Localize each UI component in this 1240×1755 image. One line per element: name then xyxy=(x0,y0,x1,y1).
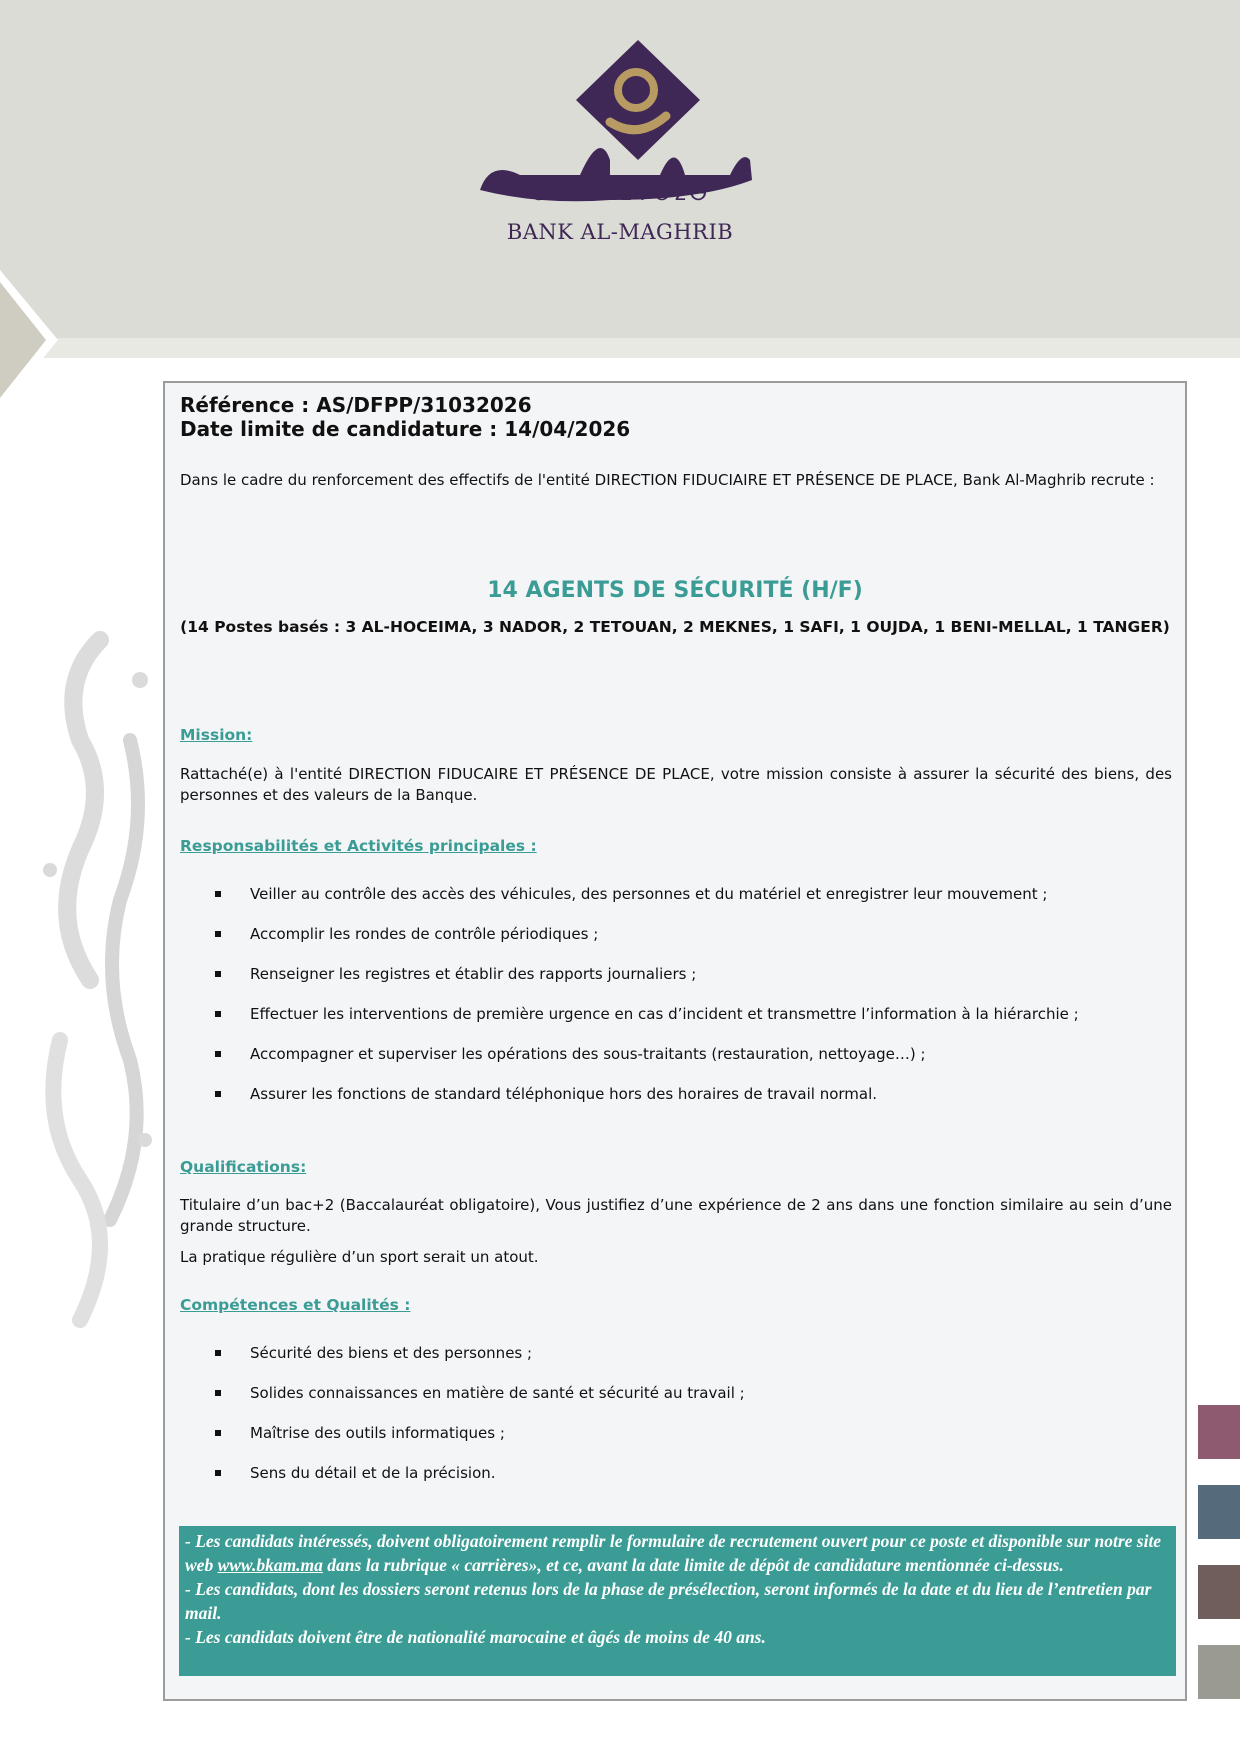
list-item: Effectuer les interventions de première urgence en cas d’incident et transmettre l’information à la hiérarchie ; xyxy=(215,1005,1079,1023)
list-item: Renseigner les registres et établir des rapports journaliers ; xyxy=(215,965,696,983)
bullet-icon xyxy=(215,891,221,897)
list-item: Assurer les fonctions de standard téléphonique hors des horaires de travail normal. xyxy=(215,1085,877,1103)
chevron-decoration xyxy=(0,270,70,410)
job-locations: (14 Postes basés : 3 AL-HOCEIMA, 3 NADOR, 2 TETOUAN, 2 MEKNES, 1 SAFI, 1 OUJDA, 1 BENI-MELLAL, 1 TANGER) xyxy=(180,618,1170,636)
list-item: Solides connaissances en matière de santé et sécurité au travail ; xyxy=(215,1384,745,1402)
header-strip xyxy=(0,338,1240,358)
notice-line-2: - Les candidats, dont les dossiers seront retenus lors de la phase de présélection, seront informés de la date et du lieu de l’entretien par mail. xyxy=(185,1579,1152,1623)
color-square xyxy=(1198,1565,1240,1619)
notice-line-3: - Les candidats doivent être de nationalité marocaine et âgés de moins de 40 ans. xyxy=(185,1627,766,1647)
bullet-icon xyxy=(215,1430,221,1436)
bullet-icon xyxy=(215,1091,221,1097)
job-title: 14 AGENTS DE SÉCURITÉ (H/F) xyxy=(487,578,863,603)
color-square xyxy=(1198,1485,1240,1539)
bullet-icon xyxy=(215,1350,221,1356)
bank-emblem-icon xyxy=(460,40,780,220)
application-notice xyxy=(179,1526,1176,1676)
color-square xyxy=(1198,1645,1240,1699)
qualifications-heading: Qualifications: xyxy=(180,1158,307,1176)
responsibilities-heading: Responsabilités et Activités principales : xyxy=(180,837,537,855)
bank-logo xyxy=(460,40,780,255)
svg-text:ⴱⴰⵏⴽ ⵍⵎⵖⵔⵉⴱ: ⴱⴰⵏⴽ ⵍⵎⵖⵔⵉⴱ xyxy=(529,181,711,205)
bullet-icon xyxy=(215,1390,221,1396)
mission-text: Rattaché(e) à l'entité DIRECTION FIDUCAIRE ET PRÉSENCE DE PLACE, votre mission consiste à assurer la sécurité des biens, des personnes et des valeurs de la Banque. xyxy=(180,765,1172,804)
reference: Référence : AS/DFPP/31032026 xyxy=(180,393,532,417)
intro-text: Dans le cadre du renforcement des effectifs de l'entité DIRECTION FIDUCIAIRE ET PRÉSENCE DE PLACE, Bank Al-Maghrib recrute : xyxy=(180,471,1155,489)
list-item: Veiller au contrôle des accès des véhicules, des personnes et du matériel et enregistrer leur mouvement ; xyxy=(215,885,1047,903)
bullet-icon xyxy=(215,1470,221,1476)
notice-line-1: - Les candidats intéressés, doivent obligatoirement remplir le formulaire de recrutement ouvert pour ce poste et disponible sur notre site web www.bkam.ma dans la rubrique « carrières», et ce, avant la date limite de dépôt de candidature mentionnée ci-dessus. xyxy=(185,1531,1162,1575)
qualifications-text: Titulaire d’un bac+2 (Baccalauréat obligatoire), Vous justifiez d’une expérience de 2 ans dans une fonction similaire au sein d’une grande structure. xyxy=(180,1196,1172,1235)
job-offer-box xyxy=(163,381,1187,1701)
list-item: Accomplir les rondes de contrôle périodiques ; xyxy=(215,925,598,943)
bullet-icon xyxy=(215,931,221,937)
logo-text: BANK AL-MAGHRIB xyxy=(506,220,734,244)
qualifications-sport: La pratique régulière d’un sport serait un atout. xyxy=(180,1248,539,1266)
list-item: Accompagner et superviser les opérations des sous-traitants (restauration, nettoyage…) ; xyxy=(215,1045,926,1063)
bullet-icon xyxy=(215,1051,221,1057)
deadline: Date limite de candidature : 14/04/2026 xyxy=(180,417,631,441)
list-item: Sécurité des biens et des personnes ; xyxy=(215,1344,532,1362)
list-item: Maîtrise des outils informatiques ; xyxy=(215,1424,505,1442)
color-square xyxy=(1198,1405,1240,1459)
list-item: Sens du détail et de la précision. xyxy=(215,1464,496,1482)
bullet-icon xyxy=(215,971,221,977)
mission-heading: Mission: xyxy=(180,726,253,744)
calligraphy-watermark xyxy=(20,620,170,1340)
bullet-icon xyxy=(215,1011,221,1017)
skills-heading: Compétences et Qualités : xyxy=(180,1296,411,1314)
website-link[interactable]: www.bkam.ma xyxy=(217,1555,323,1575)
